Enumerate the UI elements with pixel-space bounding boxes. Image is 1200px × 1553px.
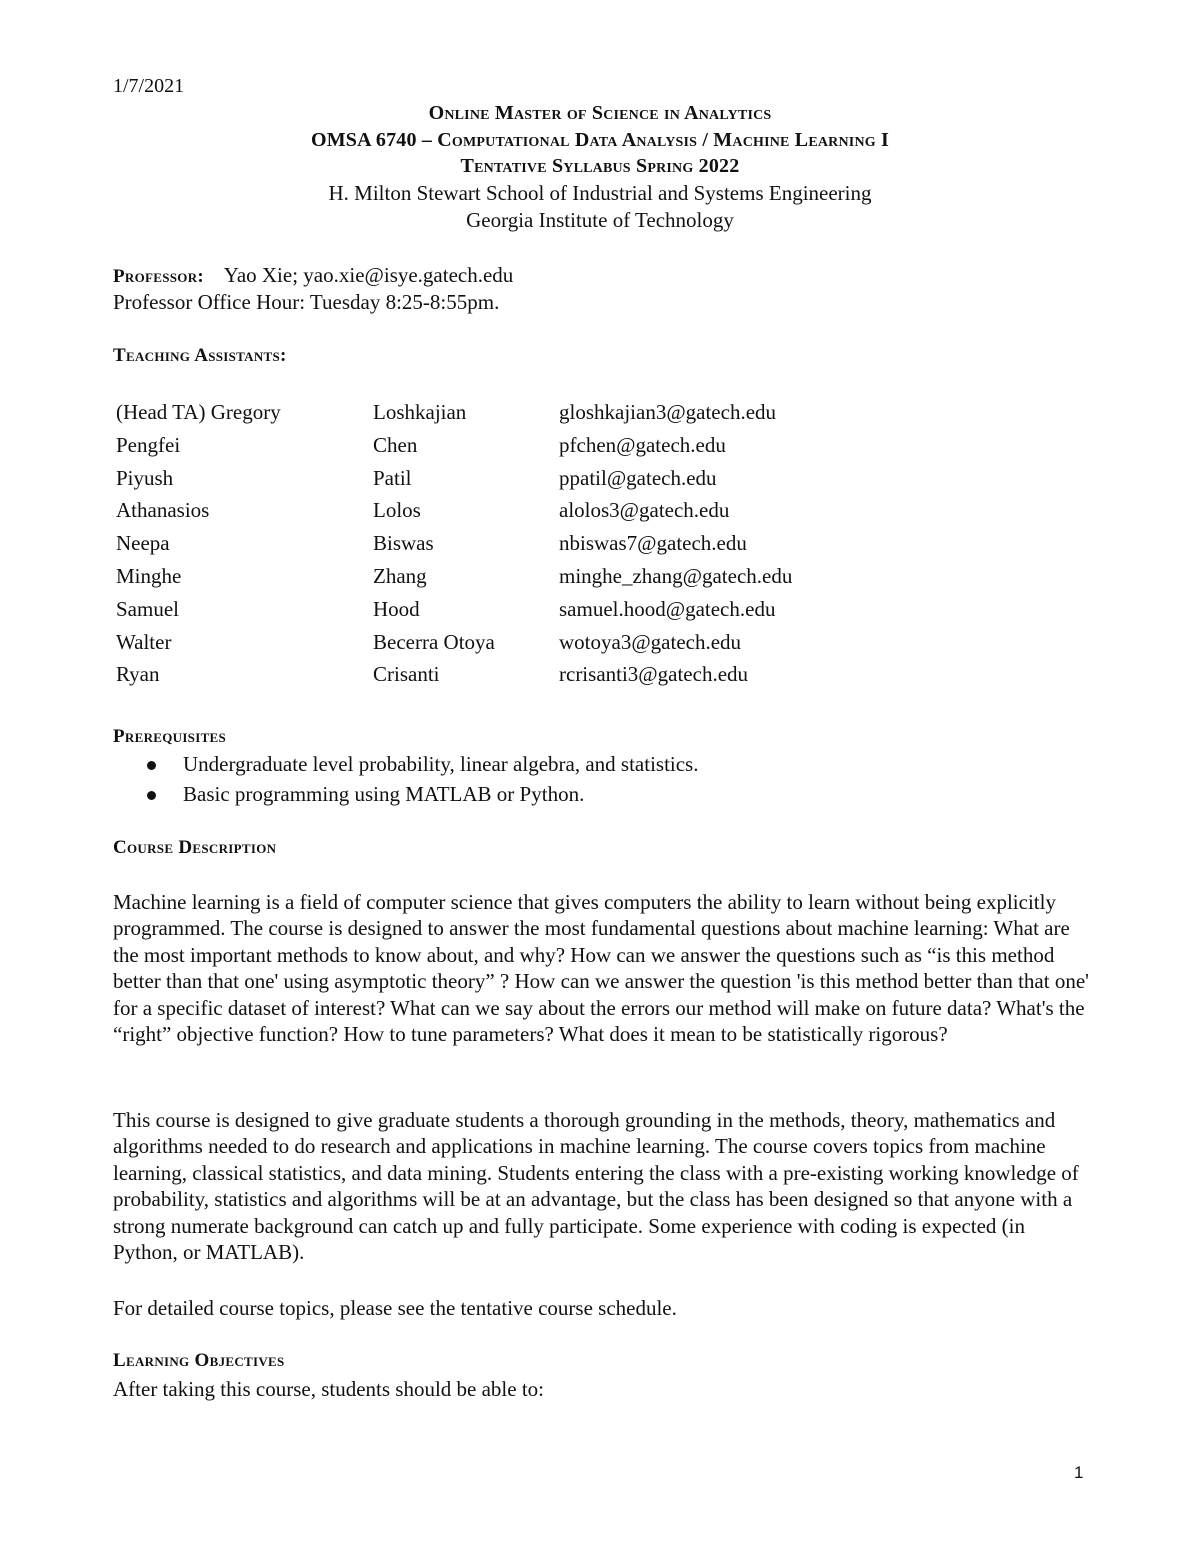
professor-line [113,263,513,288]
table-row [113,564,792,597]
school-name: H. Milton Stewart School of Industrial and Systems Engineering [328,181,872,205]
ta-last-name: Zhang [373,563,427,588]
learning-objectives-heading: Learning Objectives [113,1350,285,1371]
ta-first-name: Walter [116,629,172,654]
ta-first-name: Pengfei [116,432,181,457]
ta-last-name: Hood [373,596,420,621]
ta-last-name: Crisanti [373,662,440,687]
ta-email: samuel.hood@gatech.edu [559,596,776,621]
bullet-icon [147,791,156,800]
course-description-heading: Course Description [113,837,277,858]
table-row [113,597,792,630]
prerequisites-list [113,752,698,812]
table-row [113,433,792,466]
ta-email: minghe_zhang@gatech.edu [559,563,793,588]
ta-email: nbiswas7@gatech.edu [559,531,747,556]
syllabus-title: Tentative Syllabus Spring 2022 [460,155,740,177]
ta-email: pfchen@gatech.edu [559,432,726,457]
list-item: Undergraduate level probability, linear algebra, and statistics. [113,752,698,782]
course-title: OMSA 6740 – Computational Data Analysis / Machine Learning I [310,129,890,151]
teaching-assistants-heading: Teaching Assistants: [113,345,287,366]
program-title: Online Master of Science in Analytics [428,102,772,124]
ta-last-name: Becerra Otoya [373,629,495,654]
office-hour: Professor Office Hour: Tuesday 8:25-8:55pm. [113,290,500,314]
table-row [113,400,792,433]
ta-first-name: Ryan [116,662,160,687]
list-item: Basic programming using MATLAB or Python. [113,782,698,812]
course-description-paragraph: Machine learning is a field of computer science that gives computers the ability to learn without being explicitly programmed. The course is designed to answer the most fundamental questions about machine learning: What are the most important methods to know about, and why? How can we answer the questions such as “is this method better than that one' using asymptotic theory” ? How can we answer the question 'is this method better than that one' for a specific dataset of interest? What can we say about the errors our method will make on future data? What's the “right” objective function? How to tune parameters? What does it mean to be statistically rigorous? [113,890,1089,1047]
professor-info: Yao Xie; yao.xie@isye.gatech.edu [223,263,514,287]
ta-last-name: Lolos [373,498,421,523]
table-row [113,662,792,695]
ta-last-name: Biswas [373,531,434,556]
ta-email: gloshkajian3@gatech.edu [559,400,777,424]
table-row [113,498,792,531]
bullet-icon [147,761,156,770]
ta-first-name: Piyush [116,465,174,490]
document-date: 1/7/2021 [113,75,185,97]
ta-last-name: Chen [373,432,418,457]
learning-objectives-intro: After taking this course, students should be able to: [113,1377,545,1401]
course-schedule-note: For detailed course topics, please see the tentative course schedule. [113,1296,677,1320]
professor-label: Professor: [113,266,205,287]
ta-first-name: Minghe [116,563,182,588]
ta-last-name: Patil [373,465,412,490]
institute-name: Georgia Institute of Technology [466,208,734,232]
ta-email: wotoya3@gatech.edu [559,629,742,654]
ta-email: ppatil@gatech.edu [559,465,717,490]
ta-last-name: Loshkajian [373,400,467,424]
ta-first-name: Neepa [116,531,170,556]
course-description-paragraph: This course is designed to give graduate students a thorough grounding in the methods, theory, mathematics and algorithms needed to do research and applications in machine learning. The course covers topics from machine learning, classical statistics, and data mining. Students entering the class with a pre-existing working knowledge of probability, statistics and algorithms will be at an advantage, but the class has been designed so that anyone with a strong numerate background can catch up and fully participate. Some experience with coding is expected (in Python, or MATLAB). [113,1108,1079,1265]
ta-table [113,400,792,695]
ta-first-name: Samuel [116,596,179,621]
ta-first-name: Athanasios [116,498,210,523]
ta-email: alolos3@gatech.edu [559,498,730,523]
table-row [113,466,792,499]
ta-email: rcrisanti3@gatech.edu [559,662,749,687]
ta-first-name: (Head TA) Gregory [116,400,281,424]
page-number: 1 [1074,1463,1084,1482]
prerequisites-heading: Prerequisites [113,726,227,747]
table-row [113,630,792,663]
table-row [113,531,792,564]
